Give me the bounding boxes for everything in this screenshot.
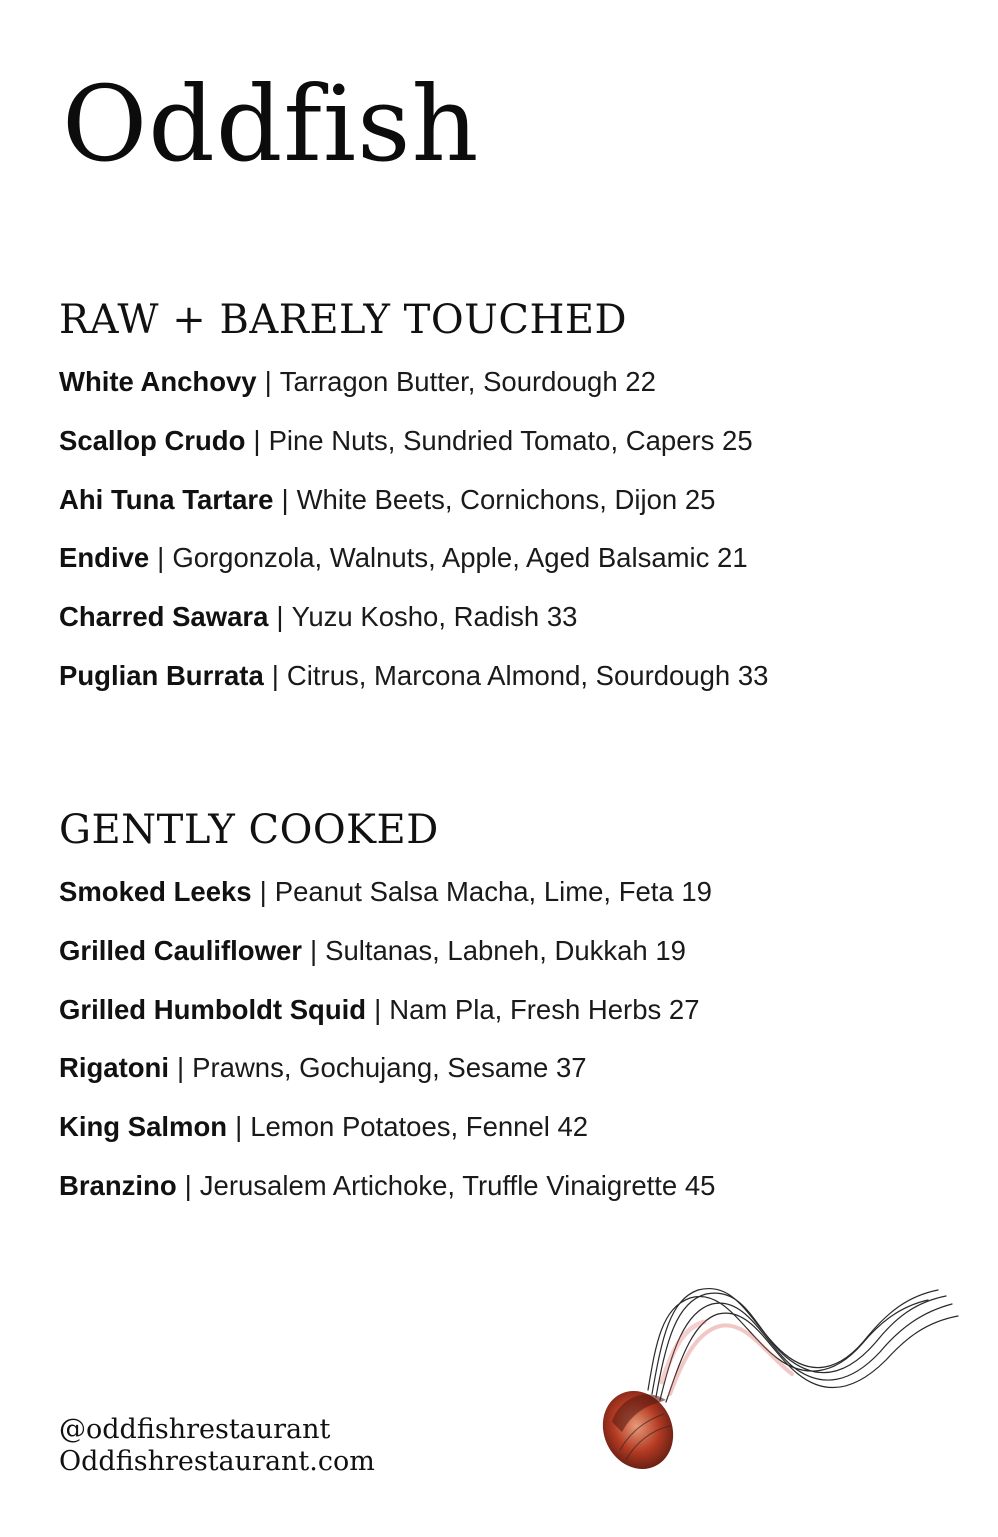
dish-name: Ahi Tuna Tartare — [59, 483, 274, 515]
footer — [59, 1414, 375, 1478]
menu-section-raw — [59, 292, 959, 720]
menu-item — [59, 602, 959, 661]
separator: | — [281, 483, 289, 515]
dish-name: Smoked Leeks — [59, 876, 252, 907]
separator: | — [374, 993, 382, 1025]
menu-item — [59, 543, 959, 602]
dish-name: Rigatoni — [59, 1052, 169, 1084]
dish-description: Sultanas, Labneh, Dukkah — [325, 934, 648, 966]
dish-description: Citrus, Marcona Almond, Sourdough — [286, 659, 731, 691]
dish-price: 27 — [668, 993, 700, 1025]
dish-name: Puglian Burrata — [59, 659, 264, 691]
dish-price: 45 — [684, 1169, 716, 1201]
social-handle[interactable]: @oddfishrestaurant — [59, 1414, 331, 1445]
menu-item — [59, 1053, 959, 1112]
jellyfish-icon — [596, 1282, 966, 1482]
separator: | — [253, 424, 261, 456]
menu-list — [59, 367, 959, 720]
menu-item — [59, 1171, 959, 1230]
dish-description: Pine Nuts, Sundried Tomato, Capers — [268, 424, 715, 456]
menu-section-cooked — [59, 802, 959, 1230]
dish-description: Nam Pla, Fresh Herbs — [389, 993, 662, 1025]
dish-price: 42 — [557, 1111, 589, 1143]
menu-item — [59, 877, 959, 936]
menu-item — [59, 1112, 959, 1171]
dish-price: 19 — [655, 934, 686, 966]
dish-description: Tarragon Butter, Sourdough — [279, 366, 618, 397]
dish-price: 25 — [684, 483, 716, 515]
website-link[interactable]: Oddfishrestaurant.com — [59, 1446, 375, 1477]
dish-description: White Beets, Cornichons, Dijon — [296, 483, 678, 515]
dish-name: Branzino — [59, 1169, 177, 1201]
dish-name: King Salmon — [59, 1111, 228, 1143]
dish-name: Endive — [59, 542, 150, 574]
dish-price: 21 — [717, 542, 748, 574]
separator: | — [259, 876, 267, 907]
separator: | — [157, 542, 165, 574]
dish-price: 22 — [625, 366, 656, 397]
dish-name: White Anchovy — [59, 366, 257, 397]
separator: | — [309, 934, 318, 966]
menu-item — [59, 995, 959, 1054]
separator: | — [264, 366, 272, 397]
dish-description: Peanut Salsa Macha, Lime, Feta — [274, 876, 674, 907]
dish-price: 33 — [737, 659, 769, 691]
menu-item — [59, 661, 959, 720]
menu-item — [59, 936, 959, 995]
dish-price: 19 — [681, 876, 712, 907]
restaurant-title: Oddfish — [62, 63, 480, 185]
dish-description: Gorgonzola, Walnuts, Apple, Aged Balsamic — [172, 542, 710, 574]
menu-item — [59, 485, 959, 544]
dish-description: Yuzu Kosho, Radish — [291, 601, 540, 633]
menu-item — [59, 367, 959, 426]
dish-name: Grilled Cauliflower — [59, 934, 302, 966]
dish-price: 37 — [555, 1052, 587, 1084]
separator: | — [271, 659, 279, 691]
separator: | — [235, 1111, 243, 1143]
separator: | — [276, 601, 284, 633]
dish-name: Charred Sawara — [59, 601, 269, 633]
menu-item — [59, 426, 959, 485]
dish-description: Lemon Potatoes, Fennel — [250, 1111, 550, 1143]
dish-description: Prawns, Gochujang, Sesame — [192, 1052, 549, 1084]
separator: | — [177, 1052, 185, 1084]
dish-name: Grilled Humboldt Squid — [59, 993, 367, 1025]
dish-name: Scallop Crudo — [59, 424, 246, 456]
dish-price: 25 — [722, 424, 753, 456]
menu-list — [59, 877, 959, 1230]
section-heading: GENTLY COOKED — [59, 807, 439, 853]
section-heading: RAW + BARELY TOUCHED — [59, 297, 628, 343]
dish-description: Jerusalem Artichoke, Truffle Vinaigrette — [199, 1169, 678, 1201]
separator: | — [184, 1169, 192, 1201]
dish-price: 33 — [546, 601, 578, 633]
